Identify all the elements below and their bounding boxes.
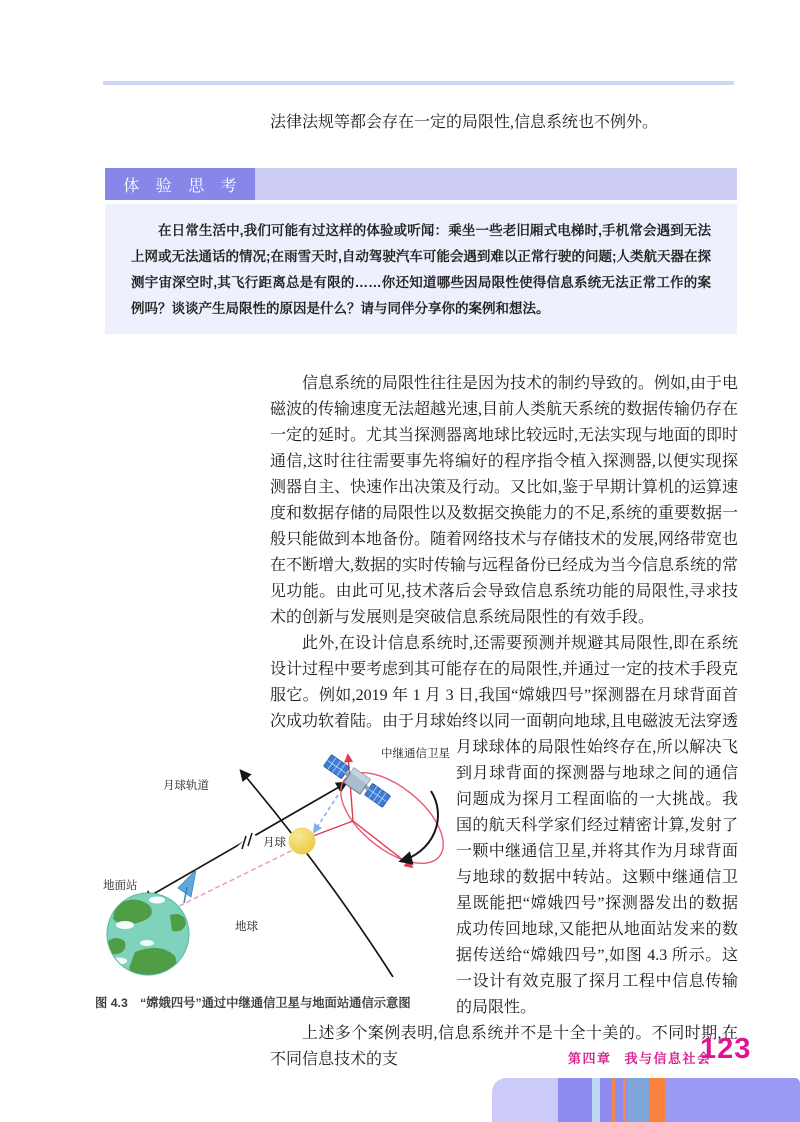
- paragraph-3: 上述多个案例表明,信息系统并不是十全十美的。不同时期,在不同信息技术的支: [270, 1025, 738, 1068]
- intro-paragraph-line: 法律法规等都会存在一定的局限性,信息系统也不例外。: [270, 114, 659, 131]
- paragraph-1: 信息系统的局限性往往是因为技术的制约导致的。例如,由于电磁波的传输速度无法超越光速,目前人类航天系统的数据传输仍存在一定的延时。尤其当探测器离地球比较远时,无法实现与地面的即时通信,这时往往需要事先将编好的程序指令植入探测器,以便实现探测器自主、快速作出决策及行动。又比如,鉴于早期计算机的运算速度和数据存储的局限性以及数据交换能力的不足,系统的重要数据一般只能做到本地备份。随着网络技术与存储技术的发展,网络带宽也在不断增大,数据的实时传输与远程备份已经成为当今信息系统的常见功能。由此可见,技术落后会导致信息系统功能的局限性,寻求技术的创新与发展则是突破信息系统局限性的有效手段。: [270, 375, 739, 626]
- experience-think-title: 体 验 思 考: [105, 168, 255, 200]
- experience-think-box: [105, 204, 737, 334]
- figure-caption: 图 4.3 “嫦娥四号”通过中继通信卫星与地面站通信示意图: [95, 996, 411, 1010]
- experience-think-body: 在日常生活中,我们可能有过这样的体验或听闻：乘坐一些老旧厢式电梯时,手机常会遇到无法上网或无法通话的情况;在雨雪天时,自动驾驶汽车可能会遇到难以正常行驶的问题;人类航天器在探测宇宙深空时,其飞行距离总是有限的……你还知道哪些因局限性使得信息系统无法正常工作的案例吗？谈谈产生局限性的原因是什么？请与同伴分享你的案例和想法。: [131, 223, 711, 316]
- decor-stripe: [592, 1078, 600, 1122]
- top-divider-rule: [103, 81, 734, 85]
- label-relay-satellite: 中继通信卫星: [381, 748, 450, 760]
- label-moon-orbit: 月球轨道: [163, 780, 209, 792]
- moon-orbit-arc: [241, 771, 393, 977]
- moon-icon: [289, 828, 316, 855]
- figure-4-3-content: [95, 737, 451, 1016]
- page-number: 123: [700, 1033, 752, 1065]
- experience-think-header: [105, 168, 737, 200]
- footer-chapter-number: 第四章: [568, 1051, 612, 1066]
- label-earth: 地球: [235, 921, 258, 933]
- decor-stripe: [665, 1078, 800, 1122]
- link-break-gap: [239, 835, 255, 849]
- decor-stripe: [600, 1078, 612, 1122]
- paragraph-2-before-figure: 此外,在设计信息系统时,还需要预测并规避其局限性,即在系统设计过程中要考虑到其可能存在的局限性,并通过一定的技术手段克服它。例如,2019 年 1 月 3 日,我国“嫦娥四号”探测器在月球背面首次成功软着陆。由于月球始终以同一面朝向地球,且电磁波无法穿透: [270, 635, 739, 730]
- figure-4-3-diagram: [95, 737, 451, 977]
- main-text-column: [95, 371, 739, 1073]
- decor-stripe: [558, 1078, 592, 1122]
- earth-icon: [107, 893, 189, 977]
- decor-stripe: [627, 1078, 649, 1122]
- paragraph-2-after-figure: 月球球体的局限性始终存在,所以解决飞到月球背面的探测器与地球之间的通信问题成为探月工程面临的一大挑战。我国的航天科学家们经过精密计算,发射了一颗中继通信卫星,并将其作为月球背面与地球的数据中转站。这颗中继通信卫星既能把“嫦娥四号”探测器发出的数据成功传回地球,又能把从地面站发来的数据传送给“嫦娥四号”,如图 4.3 所示。这一设计有效克服了探月工程中信息传输的局限性。: [456, 739, 738, 1016]
- decor-stripe: [615, 1078, 623, 1122]
- satellite-moon-dashed-arrow: [314, 795, 338, 832]
- decor-stripe: [492, 1078, 558, 1122]
- paragraph-2: [95, 631, 739, 1021]
- footer-chapter-line: [568, 1048, 712, 1067]
- label-moon: 月球: [263, 837, 286, 849]
- footer-chapter-title: 我与信息社会: [624, 1051, 712, 1066]
- label-ground-station: 地面站: [103, 880, 138, 892]
- figure-4-3: [95, 737, 450, 1010]
- decor-stripe: [649, 1078, 665, 1122]
- experience-think-header-bar: [255, 168, 737, 200]
- bottom-decor-bar: [492, 1078, 800, 1122]
- satellite-icon: [322, 753, 391, 809]
